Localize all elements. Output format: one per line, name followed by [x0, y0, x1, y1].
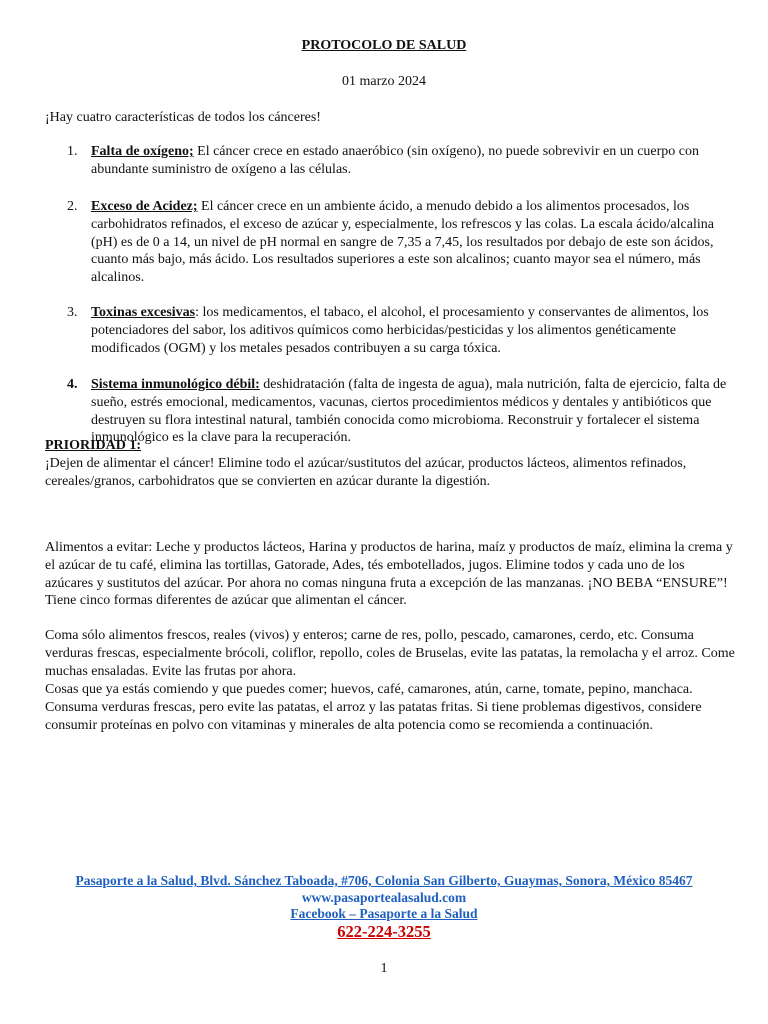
already-eating-paragraph: Cosas que ya estás comiendo y que puedes comer; huevos, café, camarones, atún, carne, tomate, pepino, manchaca. Consuma verduras frescas, pero evite las patatas, el arroz y las patatas fritas. Si tiene problemas digestivos, considere consumir proteínas en polvo con vitaminas y minerales de alta potencia como se recomienda a continuación. — [45, 682, 702, 733]
document-date: 01 marzo 2024 — [342, 74, 426, 89]
address-link[interactable]: Pasaporte a la Salud, Blvd. Sánchez Taboada, #706, Colonia San Gilberto, Guaymas, Sonora, México 85467 — [75, 873, 693, 888]
list-item — [45, 143, 735, 179]
footer-facebook[interactable] — [0, 906, 768, 922]
footer-phone[interactable] — [0, 922, 768, 942]
list-item — [45, 304, 735, 357]
list-item — [45, 198, 735, 287]
priority-heading: PRIORIDAD 1: — [45, 438, 142, 453]
list-item-heading: Falta de oxígeno; — [91, 144, 194, 159]
list-item-number: 3. — [67, 305, 78, 320]
list-item-heading: Exceso de Acidez; — [91, 199, 198, 214]
eat-foods-paragraph: Coma sólo alimentos frescos, reales (vivos) y enteros; carne de res, pollo, pescado, camarones, cerdo, etc. Consuma verduras frescas, especialmente brócoli, coliflor, repollo, coles de Bruselas, evite las patatas, la remolacha y el arroz. Come muchas ensaladas. Evite las frutas por ahora. — [45, 628, 735, 679]
document-title: PROTOCOLO DE SALUD — [301, 38, 467, 53]
list-item-body: El cáncer crece en estado anaeróbico (sin oxígeno), no puede sobrevivir en un cuerpo con abundante suministro de oxígeno a las células. — [91, 144, 699, 177]
phone-link[interactable]: 622-224-3255 — [337, 922, 431, 941]
intro-text: ¡Hay cuatro características de todos los cánceres! — [45, 110, 321, 125]
footer-website[interactable] — [0, 890, 768, 906]
list-item-heading: Sistema inmunológico débil: — [91, 377, 260, 392]
list-item-number: 4. — [67, 377, 78, 392]
footer-address[interactable] — [0, 873, 768, 889]
website-link[interactable]: www.pasaportealasalud.com — [301, 890, 467, 905]
list-item-body: deshidratación (falta de ingesta de agua), mala nutrición, falta de ejercicio, falta de sueño, estrés emocional, medicamentos, vacunas, ciertos procedimientos médicos y dentales y antibióticos que destruyen su flora intestinal natural, también conocida como microbioma. Reconstruir y fortalecer el sistema inmunológico es la clave para la recuperación. — [91, 377, 727, 446]
list-item-heading: Toxinas excesivas — [91, 305, 196, 320]
list-item-body: El cáncer crece en un ambiente ácido, a menudo debido a los alimentos procesados, los carbohidratos refinados, el exceso de azúcar y, especialmente, los refrescos y las colas. La escala ácido/alcalina (pH) es de 0 a 14, un nivel de pH normal en sangre de 7,35 a 7,45, los resultados por debajo de este son ácidos, cuanto más bajo, más ácido. Los resultados superiores a este son alcalinos; cuanto mayor sea el número, más alcalinos. — [91, 199, 714, 286]
facebook-link[interactable]: Facebook – Pasaporte a la Salud — [290, 906, 478, 921]
priority-text: ¡Dejen de alimentar el cáncer! Elimine todo el azúcar/sustitutos del azúcar, productos lácteos, alimentos refinados, cereales/granos, carbohidratos que se convierten en azúcar durante la digestión. — [45, 455, 687, 489]
list-item-number: 1. — [67, 144, 78, 159]
list-item-number: 2. — [67, 199, 78, 214]
priority-section — [45, 437, 735, 490]
page-number: 1 — [380, 961, 388, 976]
list-item-body: : los medicamentos, el tabaco, el alcohol, el procesamiento y conservantes de alimentos, los potenciadores del sabor, los aditivos químicos como herbicidas/pesticidas y los alimentos genéticamente modificados (OGM) y los metales pesados contribuyen a su carga tóxica. — [91, 305, 709, 356]
avoid-foods-paragraph: Alimentos a evitar: Leche y productos lácteos, Harina y productos de harina, maíz y productos de maíz, elimina la crema y el azúcar de tu café, elimina las tortillas, Gatorade, Ades, tés embotellados, jugos. Elimine todos y cada uno de los azúcares y sustitutos del azúcar. Por ahora no comas ninguna fruta a excepción de las manzanas. ¡NO BEBA “ENSURE”! Tiene cinco formas diferentes de azúcar que alimentan el cáncer. — [45, 540, 733, 609]
